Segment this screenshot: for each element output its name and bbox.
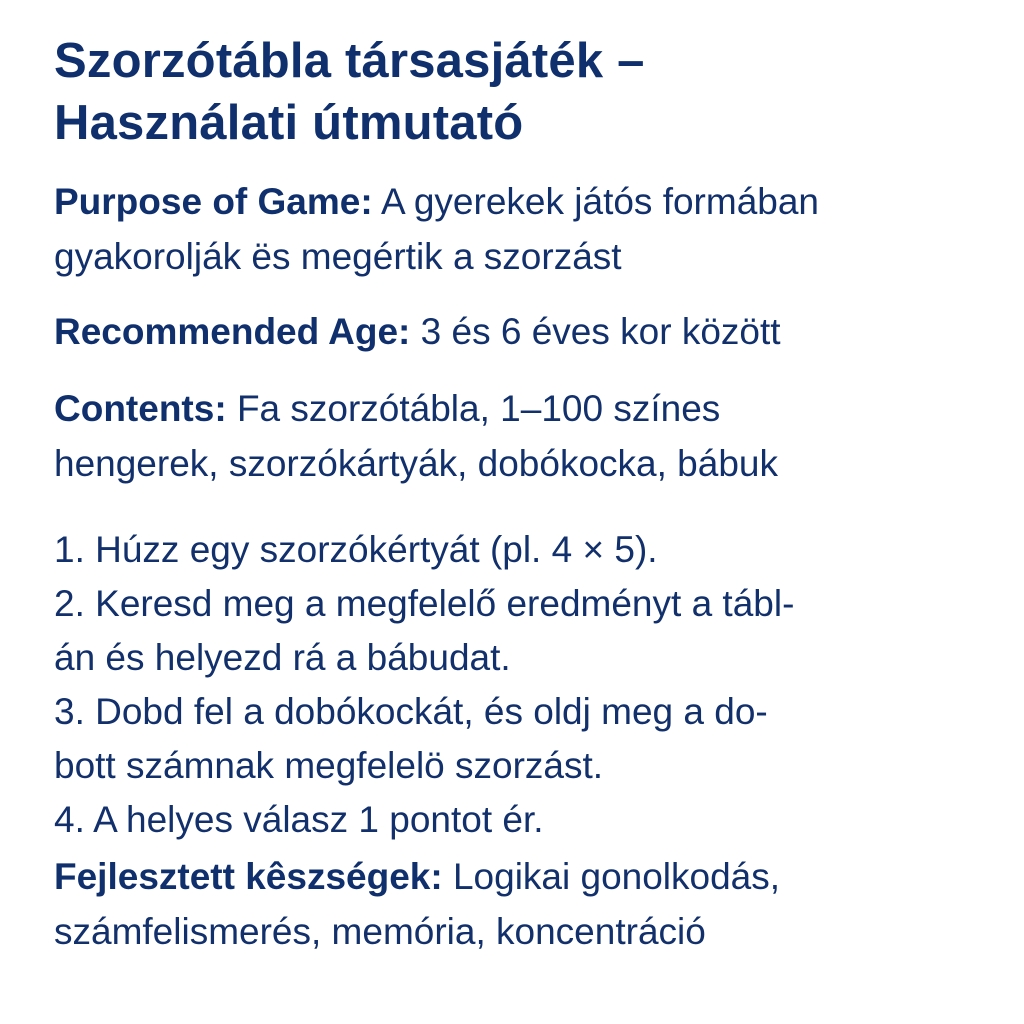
step-line: bott számnak megfelelö szorzást. (54, 745, 604, 786)
skills-label: Fejlesztett kêszségek: (54, 856, 443, 897)
step-line: 1. Húzz egy szorzókértyát (pl. 4 × 5). (54, 529, 658, 570)
steps-list (54, 523, 994, 847)
title-line-2: Használati útmutató (54, 96, 524, 150)
purpose-label: Purpose of Game: (54, 181, 373, 222)
age-label: Recommended Age: (54, 311, 411, 352)
title-line-1: Szorzótábla társasjáték – (54, 34, 645, 88)
contents-label: Contents: (54, 388, 227, 429)
purpose-section (54, 174, 994, 284)
page-title (54, 30, 994, 154)
skills-section (54, 849, 994, 959)
contents-section (54, 381, 994, 491)
purpose-text-line-2: gyakorolják ës megértik a szorzást (54, 236, 622, 277)
skills-text-line-1: Logikai gonolkodás, (452, 856, 781, 897)
purpose-text-line-1: A gyerekek játós formában (380, 181, 820, 222)
age-text: 3 és 6 éves kor között (420, 311, 781, 352)
contents-text-line-1: Fa szorzótábla, 1–100 színes (236, 388, 721, 429)
step-line: án és helyezd rá a bábudat. (54, 637, 511, 678)
step-line: 4. A helyes válasz 1 pontot ér. (54, 799, 544, 840)
step-line: 2. Keresd meg a megfelelő eredményt a tábl- (54, 583, 795, 624)
skills-text-line-2: számfelismerés, memória, koncentráció (54, 911, 706, 952)
age-section (54, 304, 994, 359)
step-line: 3. Dobd fel a dobókockát, és oldj meg a do- (54, 691, 768, 732)
contents-text-line-2: hengerek, szorzókártyák, dobókocka, bábuk (54, 443, 778, 484)
